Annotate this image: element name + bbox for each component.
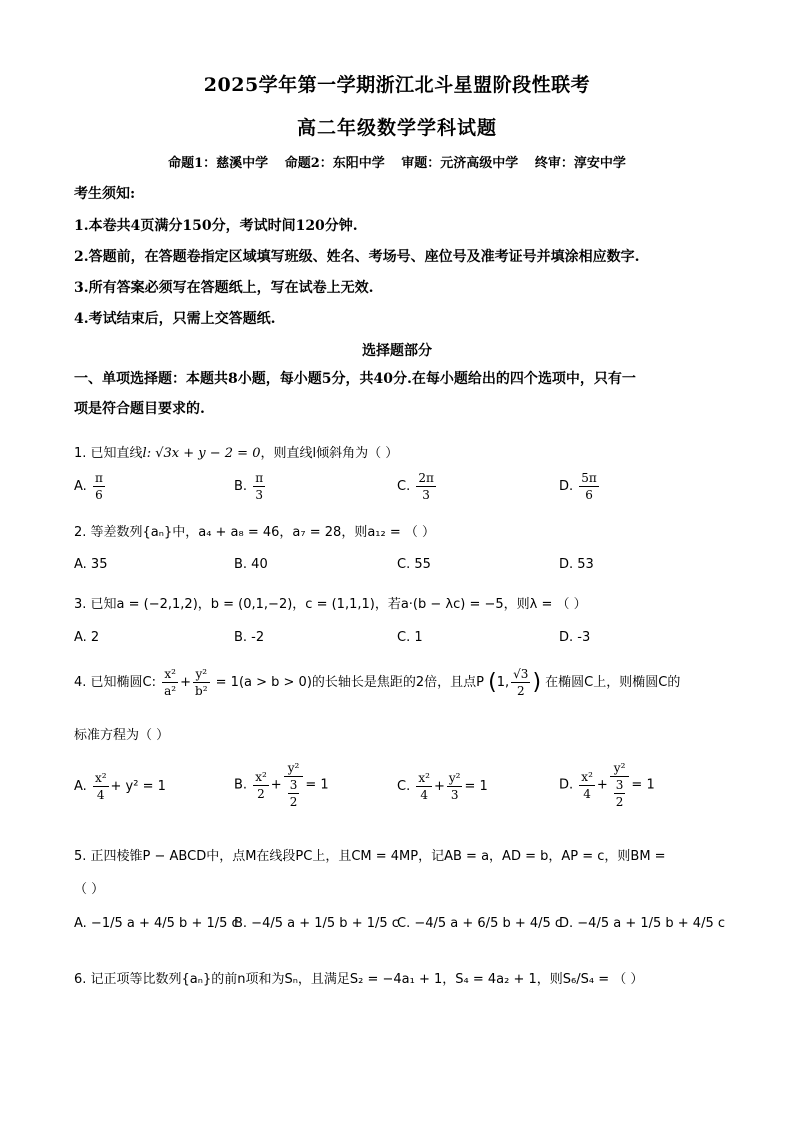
q5-option-a: A. −1/5 a + 4/5 b + 1/5 c xyxy=(74,916,239,931)
q2-option-d: D. 53 xyxy=(559,557,594,572)
notice-item-2: 2.答题前，在答题卷指定区域填写班级、姓名、考场号、座位号及准考证号并填涂相应数字. xyxy=(74,249,640,265)
q4-opt-a-tail: + y² = 1 xyxy=(110,779,166,794)
q4-option-d xyxy=(559,760,655,810)
author-3: 审题：元济高级中学 xyxy=(401,156,519,171)
q4-opt-d-eq: = 1 xyxy=(631,777,655,793)
q4-opt-c-den2: 3 xyxy=(450,788,459,802)
q4-x-frac xyxy=(162,666,178,699)
q4-text-c: 在椭圆C上，则椭圆C的 xyxy=(545,675,681,690)
q4-opt-a-frac xyxy=(93,770,109,803)
q1-pre: 1. 已知直线 xyxy=(74,446,143,461)
q2-option-b: B. 40 xyxy=(234,557,268,572)
q1-opt-d-label: D. xyxy=(559,479,574,494)
q4-opt-a-den: 4 xyxy=(96,788,105,802)
q4-opt-d-num2: y² xyxy=(610,760,630,777)
q4-y-frac xyxy=(193,666,210,699)
q1-opt-a-den: 6 xyxy=(95,488,103,502)
q1-option-b xyxy=(234,470,267,503)
q4-opt-b-den2 xyxy=(284,777,304,810)
part1-instruction-line1: 一、单项选择题：本题共8小题，每小题5分，共40分.在每小题给出的四个选项中，只有一 xyxy=(74,371,636,387)
question-4: 4. 已知椭圆C: $\frac{\text{x²}}{\text{a²}}$ + $\frac{\text{y²}}{\text{b²}}$ = 1(a > b > 0)的长轴长是焦距的2倍，且点P (1, $\frac{√3}{2}$ ) 在椭圆C上，则椭圆C的 xyxy=(74,667,681,698)
authors-line xyxy=(0,152,794,171)
q4-opt-d-den1: 4 xyxy=(583,786,591,801)
author-4: 终审：淳安中学 xyxy=(534,156,626,171)
notice-item-1: 1.本卷共4页满分150分，考试时间120分钟. xyxy=(74,218,358,234)
q4-opt-b-frac2 xyxy=(284,760,304,810)
q4-opt-d-den2-bot: 2 xyxy=(615,795,624,809)
q4-opt-b-den2-bot: 2 xyxy=(289,795,298,809)
q1-opt-b-num: π xyxy=(255,471,264,485)
q4-option-a xyxy=(74,770,166,803)
q4-point-num: √3 xyxy=(513,667,529,681)
q3-option-b: B. -2 xyxy=(234,630,265,645)
question-3: 3. 已知a = (−2,1,2)，b = (0,1,−2)，c = (1,1,1)，若a·(b − λc) = −5，则λ = （ ） xyxy=(74,597,587,612)
q4-point-x: 1, xyxy=(496,675,510,690)
q4-opt-b-eq: = 1 xyxy=(305,777,329,793)
q4-opt-b-frac1 xyxy=(253,769,269,802)
exam-subtitle: 高二年级数学学科试题 xyxy=(296,117,497,139)
q4-option-b xyxy=(234,760,329,810)
q1-opt-b-den: 3 xyxy=(255,488,263,502)
q4-opt-a-num: x² xyxy=(94,771,107,785)
q1-opt-c-den: 3 xyxy=(422,488,430,502)
q1-expr: l: √3x + y − 2 = 0 xyxy=(142,446,261,461)
notice-heading: 考生须知: xyxy=(74,186,136,202)
q1-opt-b-label: B. xyxy=(234,479,248,494)
q4-opt-b-den2-top: 3 xyxy=(289,778,298,792)
q4-opt-d-label: D. xyxy=(559,777,574,793)
q1-opt-c-num: 2π xyxy=(418,471,434,485)
q2-option-c: C. 55 xyxy=(397,557,431,572)
q4-text-line2: 标准方程为（ ） xyxy=(74,728,170,743)
q1-option-d xyxy=(559,470,601,503)
q4-opt-b-den2-frac xyxy=(288,777,300,810)
question-1 xyxy=(74,442,398,461)
q3-option-a: A. 2 xyxy=(74,630,100,645)
question-5: 5. 正四棱锥P − ABCD中，点M在线段PC上，且CM = 4MP，记AB = a，AD = b，AP = c，则BM = xyxy=(74,849,666,864)
q4-opt-b-den1: 2 xyxy=(257,786,265,801)
q4-opt-c-frac1 xyxy=(416,770,432,803)
q4-opt-d-den2-frac xyxy=(614,777,626,810)
q4-opt-c-plus: + xyxy=(433,779,445,794)
q4-opt-d-frac2 xyxy=(610,760,630,810)
q4-opt-c-label: C. xyxy=(397,779,411,794)
q1-opt-d-num: 5π xyxy=(581,471,597,485)
author-1: 命题1：慈溪中学 xyxy=(168,156,269,171)
exam-title: 2025学年第一学期浙江北斗星盟阶段性联考 xyxy=(203,74,591,96)
q4-opt-b-plus: + xyxy=(270,777,282,793)
q4-opt-b-label: B. xyxy=(234,777,248,793)
q1-option-a xyxy=(74,470,107,503)
q4-point-frac xyxy=(511,666,530,699)
q4-opt-c-frac2 xyxy=(447,770,463,803)
q1-opt-a-frac xyxy=(93,470,105,503)
notice-item-3: 3.所有答案必须写在答题纸上，写在试卷上无效. xyxy=(74,280,374,296)
q5-text-line2: （ ） xyxy=(74,882,105,897)
question-6: 6. 记正项等比数列{aₙ}的前n项和为Sₙ，且满足S₂ = −4a₁ + 1，S₄ = 4a₂ + 1，则S₆/S₄ = （ ） xyxy=(74,972,644,987)
q1-opt-a-label: A. xyxy=(74,479,87,494)
q4-b2: b² xyxy=(195,684,208,698)
q4-y2: y² xyxy=(193,666,210,683)
q4-opt-c-num2: y² xyxy=(448,771,461,785)
q2-option-a: A. 35 xyxy=(74,557,108,572)
q4-text-b: = 1(a > b > 0)的长轴长是焦距的2倍，且点P xyxy=(215,675,485,690)
q4-opt-c-den1: 4 xyxy=(420,788,428,802)
question-2: 2. 等差数列{aₙ}中，a₄ + a₈ = 46，a₇ = 28，则a₁₂ = （ ） xyxy=(74,525,435,540)
notice-item-4: 4.考试结束后，只需上交答题纸. xyxy=(74,311,276,327)
q4-opt-d-num1: x² xyxy=(581,769,593,784)
q4-a2: a² xyxy=(164,684,177,698)
author-2: 命题2：东阳中学 xyxy=(284,156,385,171)
q4-opt-d-plus: + xyxy=(596,777,608,793)
q4-text-a: 4. 已知椭圆C: xyxy=(74,675,156,690)
q1-opt-a-num: π xyxy=(94,471,103,485)
q4-point-den: 2 xyxy=(516,684,525,698)
q5-option-b: B. −4/5 a + 1/5 b + 1/5 c xyxy=(234,916,399,931)
part1-instruction-line2: 项是符合题目要求的. xyxy=(74,401,205,417)
q1-opt-c-frac xyxy=(416,470,436,503)
q1-opt-b-frac xyxy=(253,470,265,503)
section-title: 选择题部分 xyxy=(362,343,432,359)
q1-opt-c-label: C. xyxy=(397,479,411,494)
q4-opt-d-frac1 xyxy=(579,769,595,802)
q1-opt-d-den: 6 xyxy=(585,488,593,502)
q4-x2: x² xyxy=(162,666,178,683)
q4-plus: + xyxy=(180,675,192,690)
q1-option-c xyxy=(397,470,438,503)
q3-option-c: C. 1 xyxy=(397,630,423,645)
q4-opt-b-num2: y² xyxy=(284,760,304,777)
q5-option-c: C. −4/5 a + 6/5 b + 4/5 c xyxy=(397,916,563,931)
q4-opt-d-den2 xyxy=(610,777,630,810)
q4-opt-c-eq: = 1 xyxy=(464,779,488,794)
q3-option-d: D. -3 xyxy=(559,630,591,645)
q5-option-d: D. −4/5 a + 1/5 b + 4/5 c xyxy=(559,916,726,931)
q4-opt-a-label: A. xyxy=(74,779,87,794)
q4-opt-b-num1: x² xyxy=(255,769,267,784)
q4-option-c xyxy=(397,770,488,803)
q4-opt-d-den2-top: 3 xyxy=(615,778,624,792)
q1-post: ，则直线l倾斜角为（ ） xyxy=(260,446,399,461)
q1-opt-d-frac xyxy=(579,470,599,503)
q4-opt-c-num1: x² xyxy=(418,771,430,785)
